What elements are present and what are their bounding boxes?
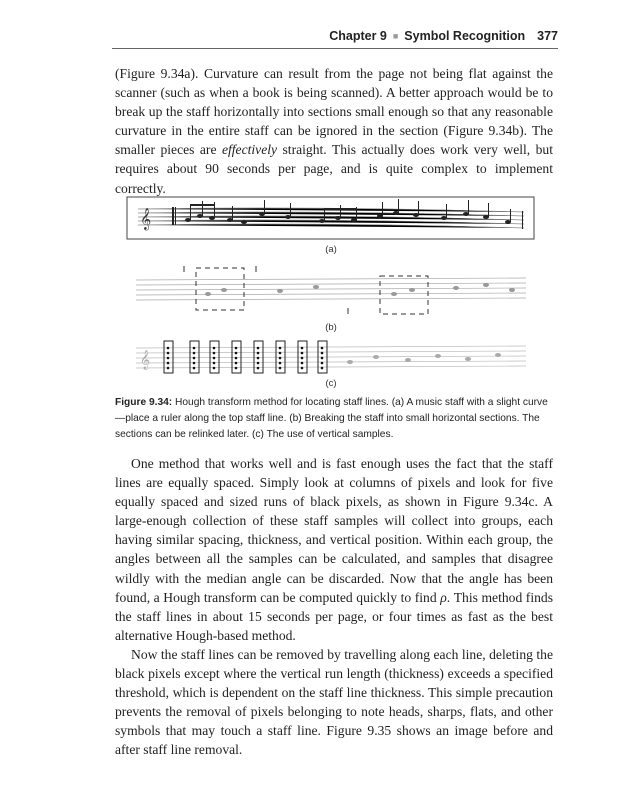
figure-label-b: (b): [325, 322, 337, 333]
paragraph-1: [115, 64, 553, 198]
paragraph-1-text-a: (Figure 9.34a). Curvature can result from the page not being flat against the scanner (such as when a book is being scanned). A better approach would be to break up the staff horizontally into sections small enough so that any reasonable curvature in the entire staff can be ignored in the section (Figure 9.34b). The smaller pieces are: [115, 66, 553, 158]
figure-label-c: (c): [325, 378, 337, 389]
body-text-lower: [115, 454, 553, 760]
svg-text:𝄞: 𝄞: [140, 350, 151, 370]
separator-square-icon: ■: [392, 31, 399, 41]
chapter-label: Chapter 9: [329, 29, 387, 43]
paragraph-1-emphasis: effectively: [221, 142, 278, 158]
header-rule: [112, 48, 558, 49]
figure-panel-a: [126, 196, 536, 240]
paragraph-1-text-b: straight. This actually does work very well, but requires about 90 seconds per page, and is quite complex to implement correctly.: [115, 142, 554, 196]
paragraph-3: Now the staff lines can be removed by travelling along each line, deleting the black pixels except where the vertical run length (thickness) exceeds a specified threshold, which is dependent on the staff line thickness. This simple precaution prevents the removal of pixels belonging to note heads, sharps, flats, and other symbols that may touch a staff line. Figure 9.35 shows an image before and after staff line removal.: [115, 646, 553, 758]
chapter-title: Symbol Recognition: [404, 29, 526, 43]
svg-text:𝄞: 𝄞: [140, 208, 152, 230]
caption-figure-number: Figure 9.34:: [115, 397, 173, 408]
figure-label-a: (a): [325, 244, 337, 255]
paragraph-2: [115, 454, 553, 645]
running-head: [112, 29, 558, 47]
paragraph-2-text-a: One method that works well and is fast enough uses the fact that the staff lines are equally spaced. Simply look at columns of pixels and look for five equally spaced and sized runs of black pixels, as shown in Figure 9.34c. A large-enough collection of these staff samples will collect into groups, each having similar spacing, thickness, and vertical position. Within each group, the angles between all the samples can be calculated, and samples that disagree wildly with the median angle can be discarded. Now that the angle has been found, a Hough transform can be computed quickly to find: [115, 456, 553, 605]
page-number: 377: [537, 29, 558, 43]
figure-panel-c: [126, 338, 536, 378]
figure-caption: [115, 395, 553, 443]
caption-text: Hough transform method for locating staff lines. (a) A music staff with a slight curve—place a ruler along the top staff line. (b) Breaking the staff into small horizontal sections. The sections can be relinked later. (c) The use of vertical samples.: [115, 397, 548, 440]
figure-9-34: [126, 196, 536, 392]
paragraph-2-text-b: . This method finds the staff lines in about 15 seconds per page, or four times as fast as the best alternative Hough-based method.: [115, 589, 553, 643]
figure-panel-b: [126, 264, 536, 320]
rho-symbol: ρ: [440, 589, 447, 605]
